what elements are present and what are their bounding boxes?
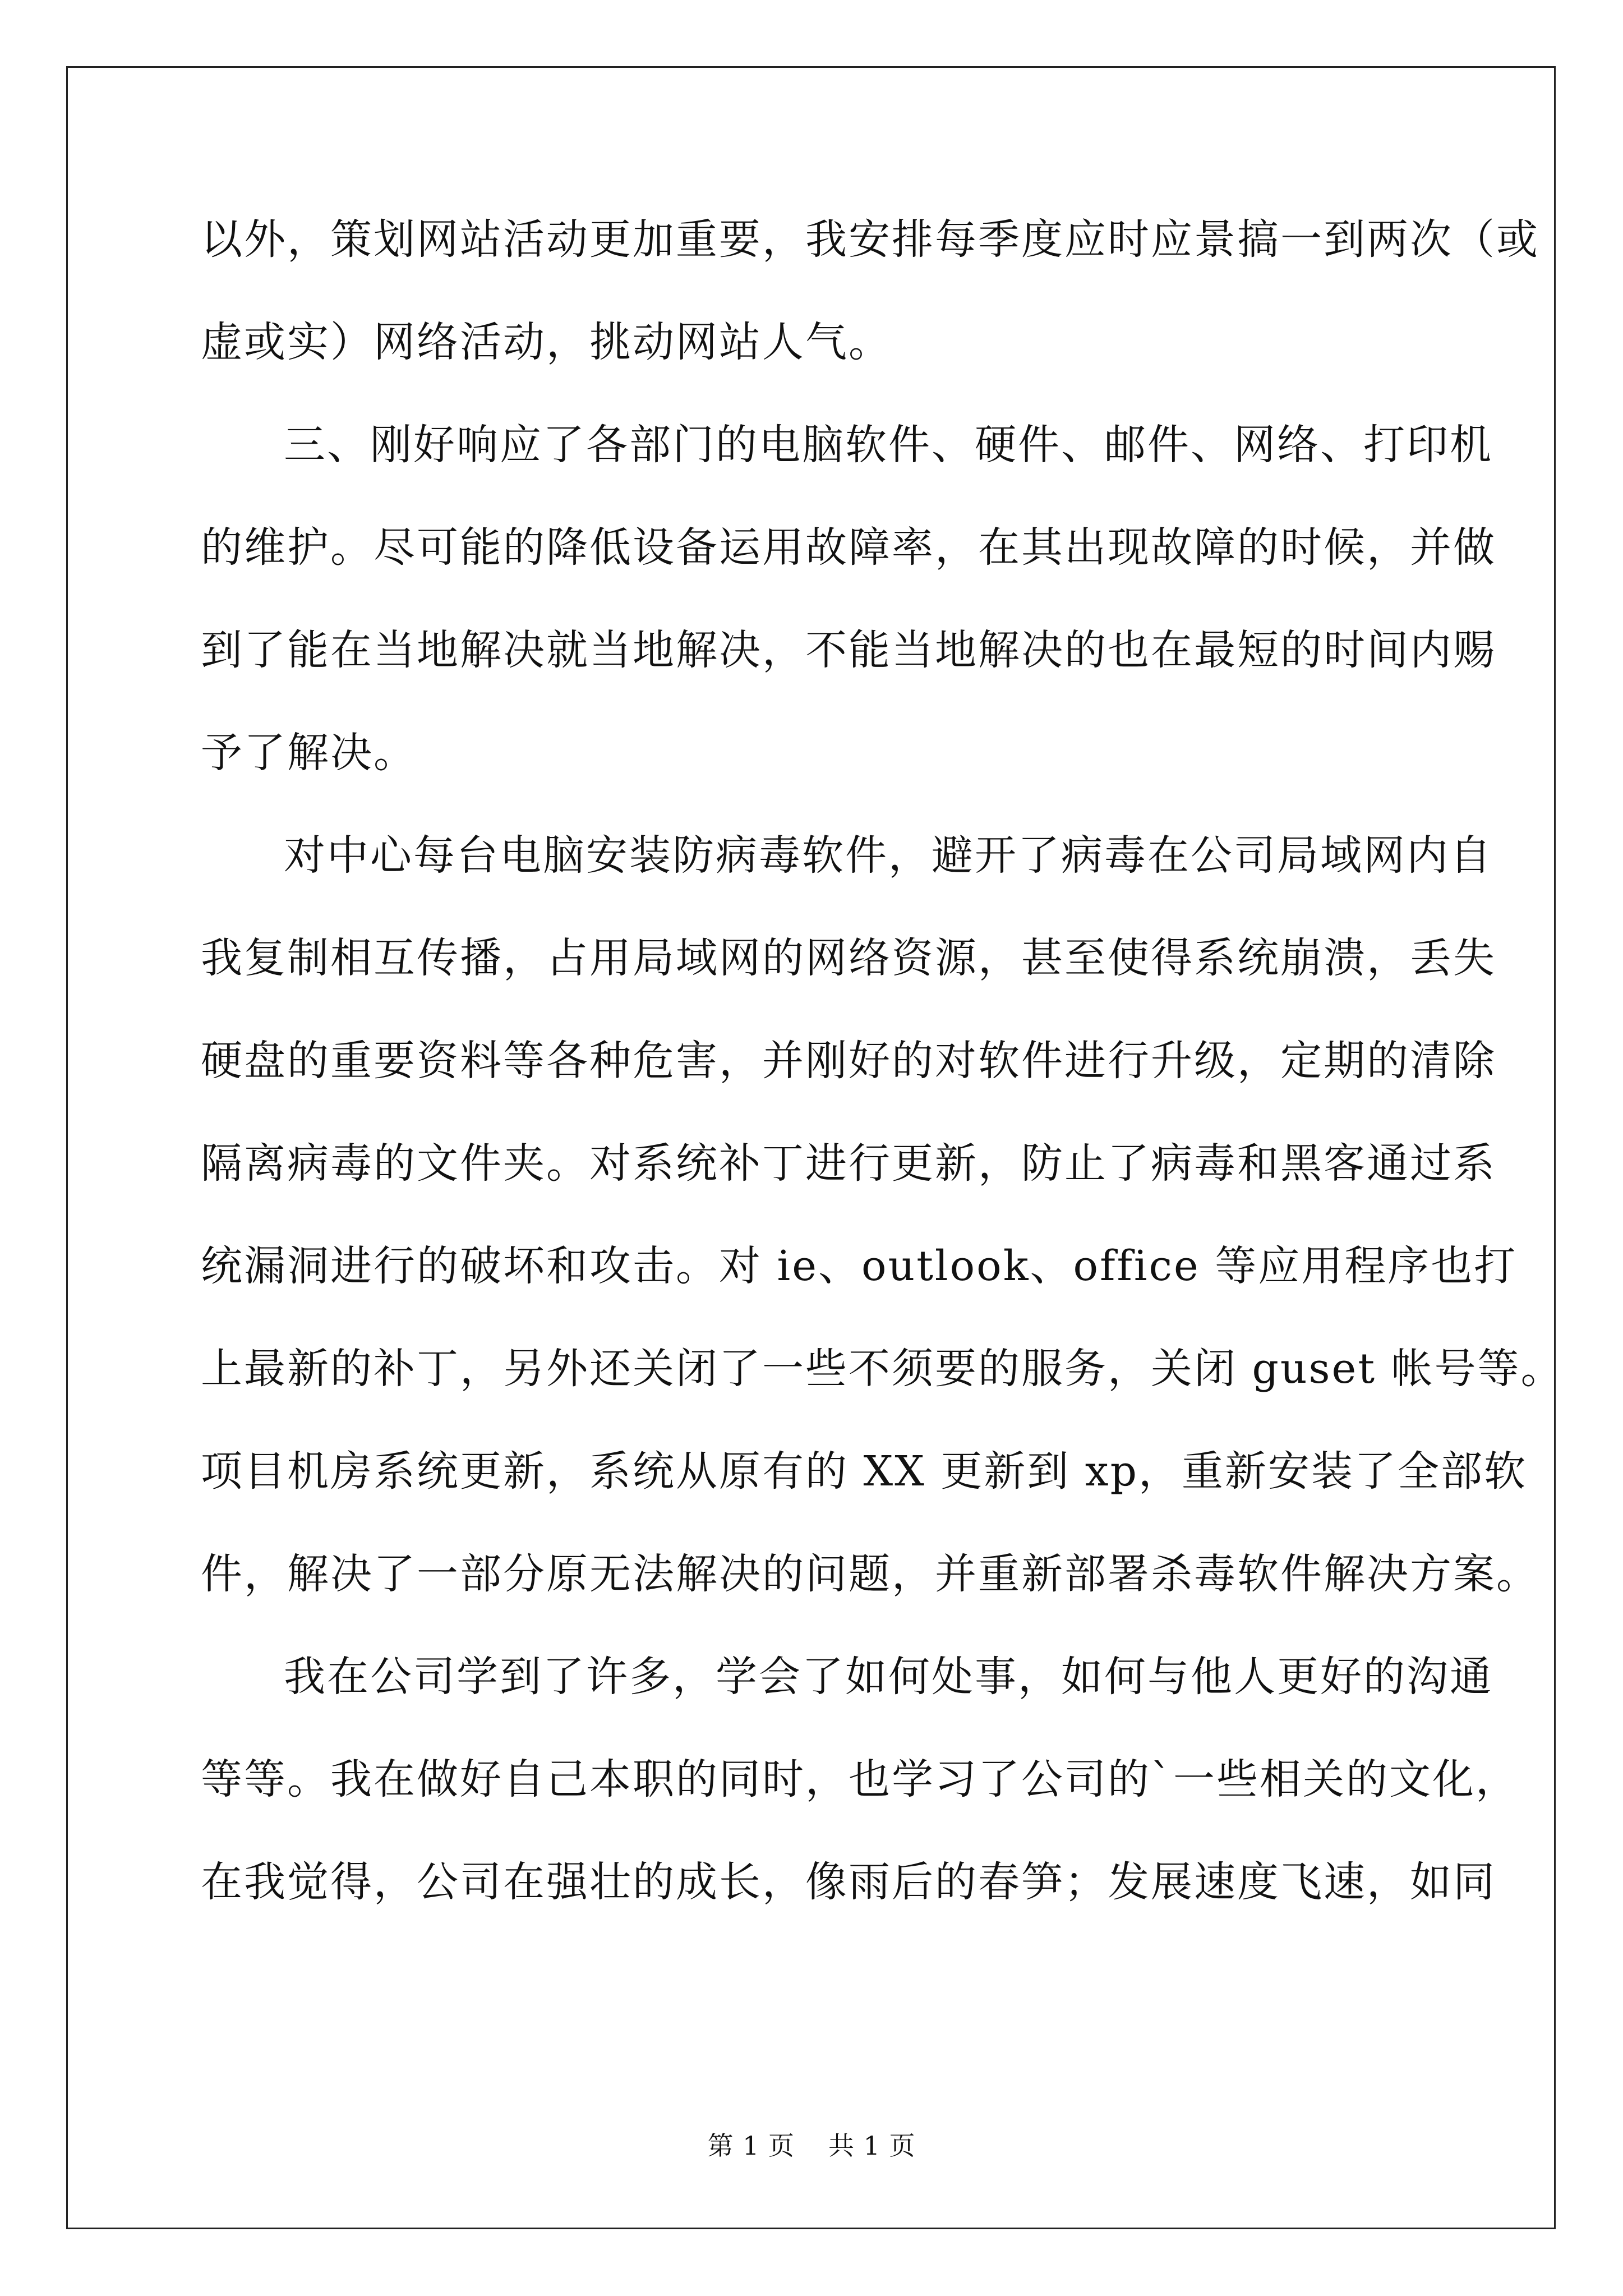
text-line: 上最新的补丁，另外还关闭了一些不须要的服务，关闭 guset 帐号等。 <box>201 1345 1564 1393</box>
text-line: 我复制相互传播，占用局域网的网络资源，甚至使得系统崩溃，丢失 <box>201 934 1496 982</box>
text-line: 予了解决。 <box>201 729 417 777</box>
document-body <box>201 215 1564 1964</box>
text-line: 件，解决了一部分原无法解决的问题，并重新部署杀毒软件解决方案。 <box>201 1550 1539 1598</box>
text-line: 等等。我在做好自己本职的同时，也学习了公司的`一些相关的文化， <box>201 1755 1519 1803</box>
text-line: 虚或实）网络活动，挑动网站人气。 <box>201 318 892 366</box>
text-line: 我在公司学到了许多，学会了如何处事，如何与他人更好的沟通 <box>284 1653 1493 1701</box>
text-line: 的维护。尽可能的降低设备运用故障率，在其出现故障的时候，并做 <box>201 523 1496 572</box>
text-line: 到了能在当地解决就当地解决，不能当地解决的也在最短的时间内赐 <box>201 626 1496 674</box>
text-line: 统漏洞进行的破坏和攻击。对 ie、outlook、office 等应用程序也打 <box>201 1242 1518 1290</box>
text-line: 对中心每台电脑安装防病毒软件，避开了病毒在公司局域网内自 <box>284 831 1493 880</box>
text-line: 三、刚好响应了各部门的电脑软件、硬件、邮件、网络、打印机 <box>284 421 1493 469</box>
text-line: 隔离病毒的文件夹。对系统补丁进行更新，防止了病毒和黑客通过系 <box>201 1139 1496 1188</box>
page-number: 第 1 页 <box>707 2131 795 2161</box>
page-footer <box>0 2133 1623 2159</box>
text-line: 硬盘的重要资料等各种危害，并刚好的对软件进行升级，定期的清除 <box>201 1037 1496 1085</box>
text-line: 项目机房系统更新，系统从原有的 XX 更新到 xp，重新安装了全部软 <box>201 1447 1528 1496</box>
page-total: 共 1 页 <box>828 2131 916 2161</box>
text-line: 以外，策划网站活动更加重要，我安排每季度应时应景搞一到两次（或 <box>201 215 1539 264</box>
text-line: 在我觉得，公司在强壮的成长，像雨后的春笋；发展速度飞速，如同 <box>201 1858 1496 1906</box>
